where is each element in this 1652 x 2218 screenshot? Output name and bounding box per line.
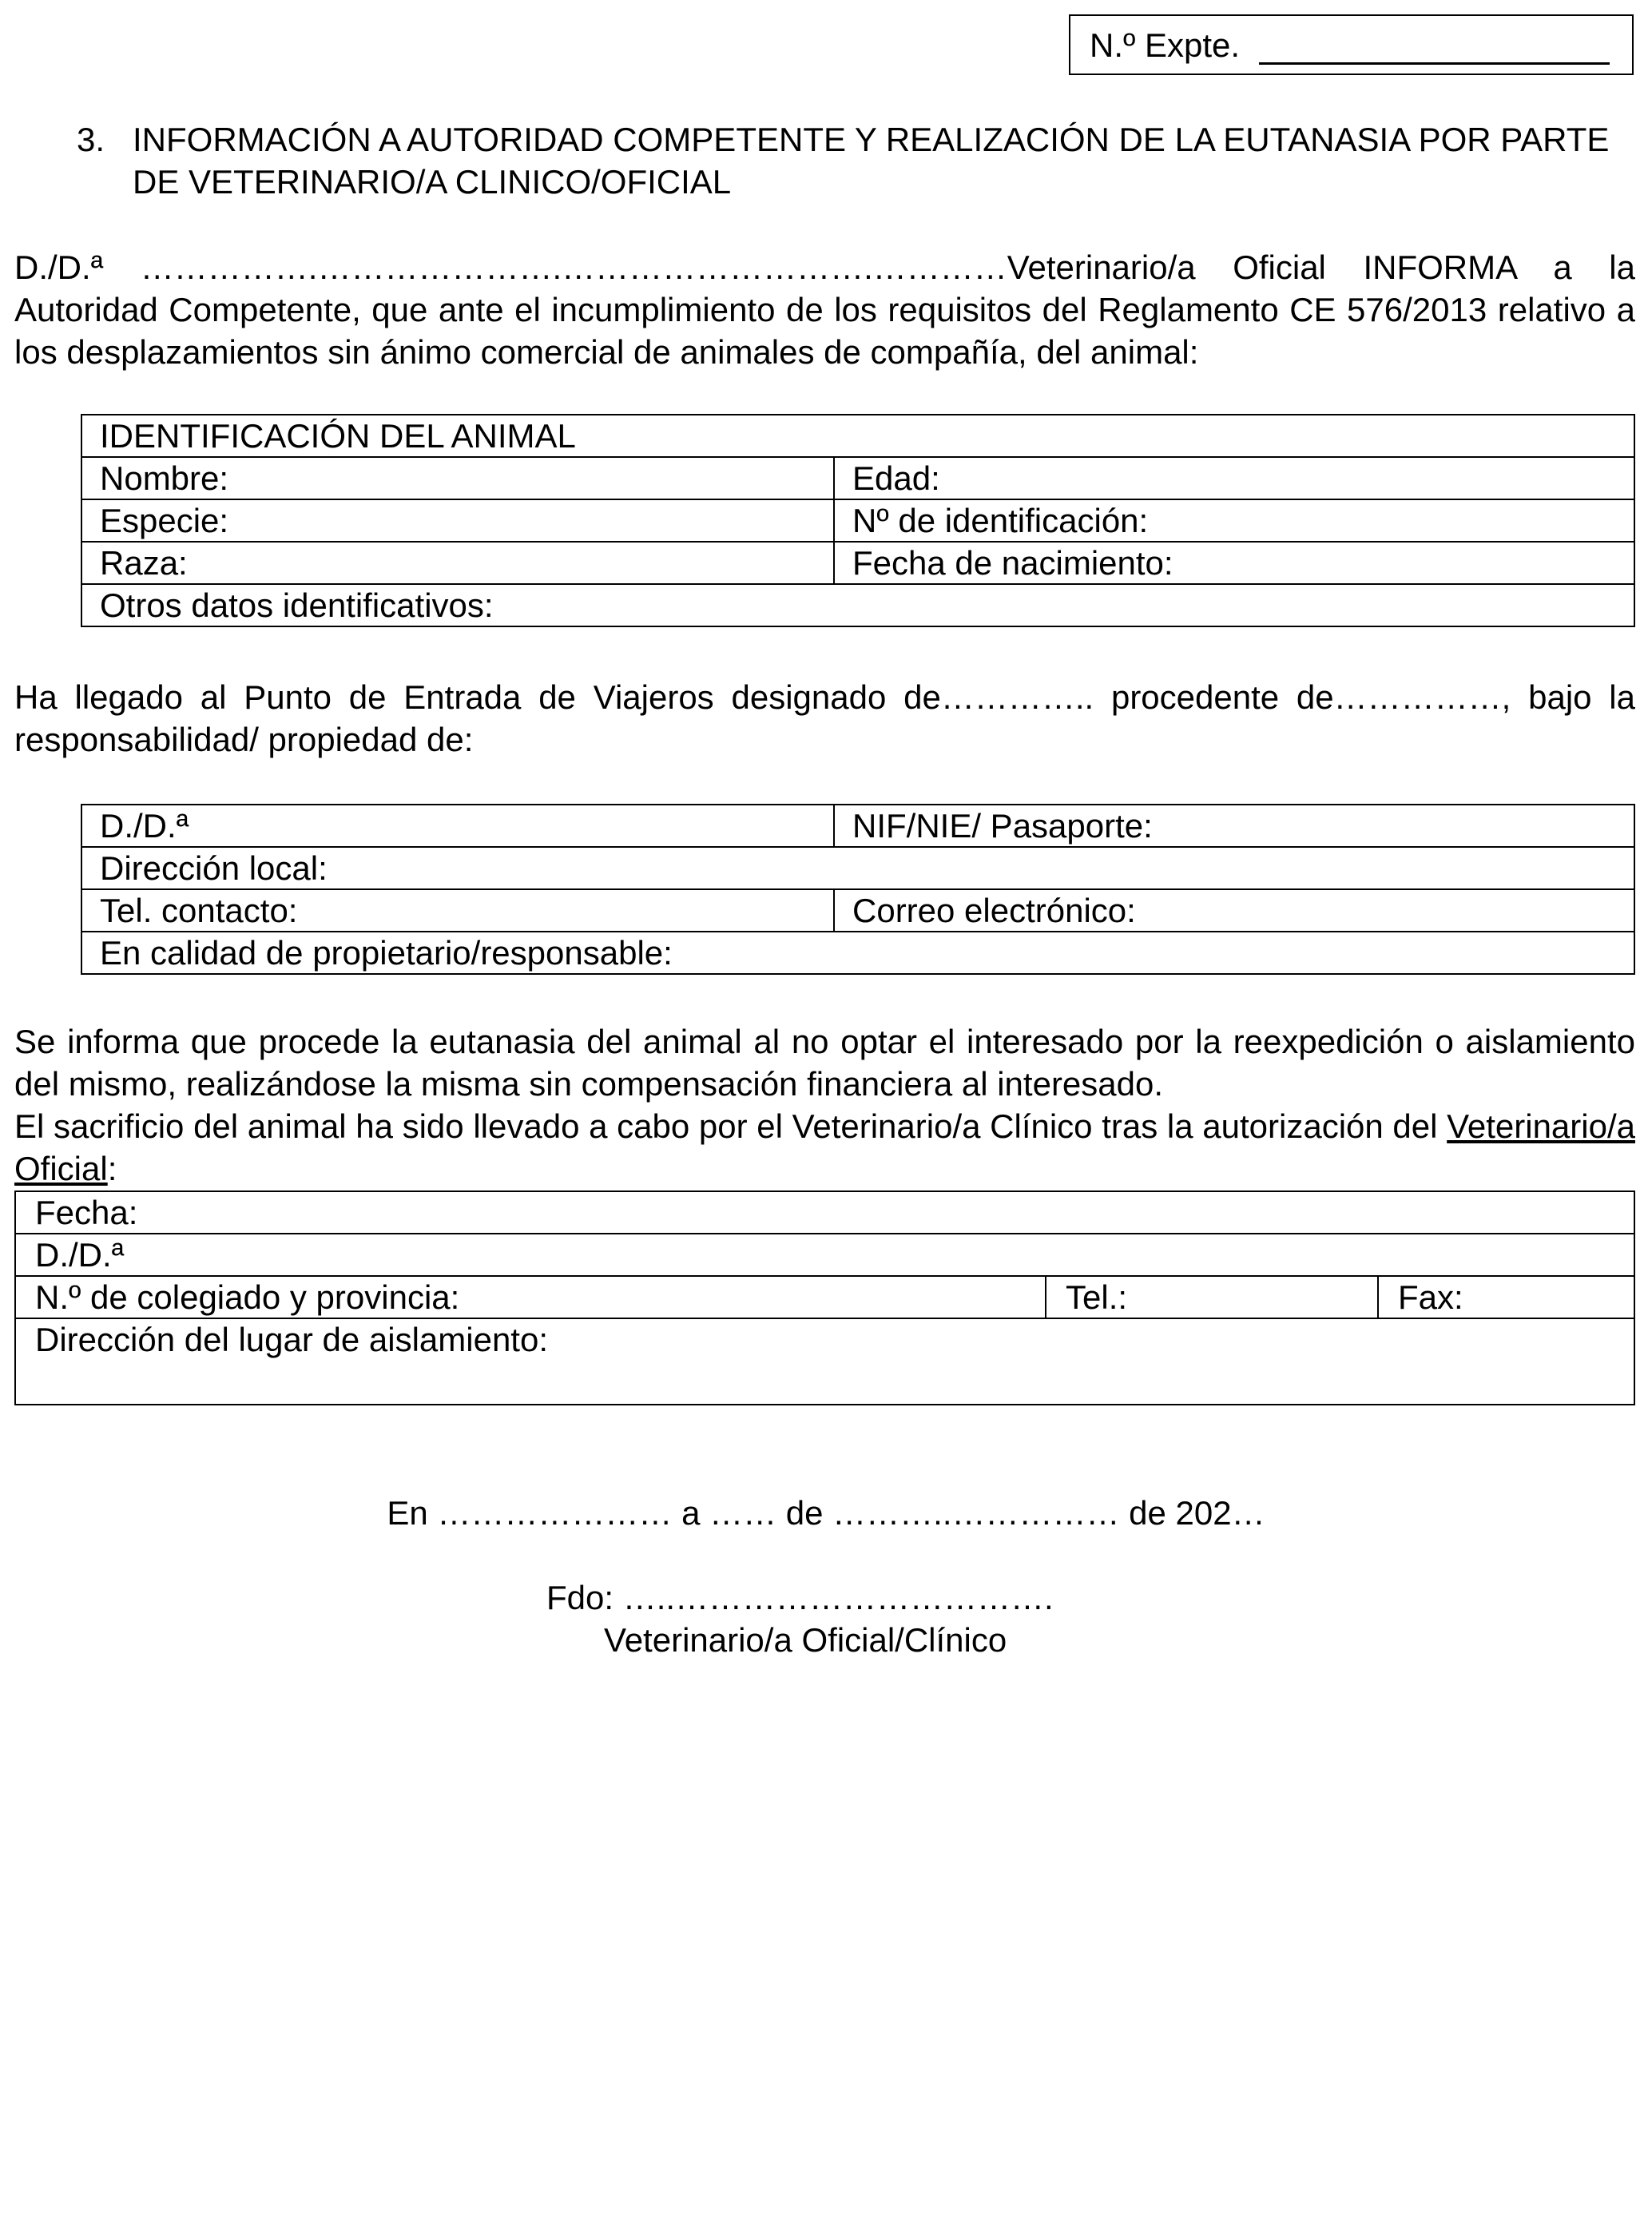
expediente-label: N.º Expte.: [1090, 26, 1241, 64]
arrival-text: Ha llegado al Punto de Entrada de Viajeros designado de………….. procedente de……………, bajo la responsabilidad/ propiedad de:: [14, 678, 1635, 758]
section-number: 3.: [77, 121, 105, 158]
animal-identification-table: [81, 414, 1635, 627]
signature-line: Fdo: …..…………………………….: [546, 1579, 1054, 1616]
signer-role: Veterinario/a Oficial/Clínico: [604, 1621, 1007, 1659]
field-vet-fax[interactable]: Fax:: [1378, 1276, 1634, 1318]
sacrifice-text-main: El sacrificio del animal ha sido llevado a cabo por el Veterinario/a Clínico tras la autorización del: [14, 1107, 1438, 1145]
expediente-box: [1069, 14, 1634, 75]
intro-paragraph: [14, 246, 1635, 373]
field-especie[interactable]: Especie:: [81, 499, 834, 542]
field-direccion-local[interactable]: Dirección local:: [81, 847, 1634, 889]
field-nombre[interactable]: Nombre:: [81, 457, 834, 499]
sacrifice-text-underlined: Veterinario/a Oficial: [14, 1107, 1635, 1187]
field-calidad[interactable]: En calidad de propietario/responsable:: [81, 932, 1634, 974]
field-direccion-aislamiento[interactable]: Dirección del lugar de aislamiento:: [15, 1318, 1634, 1405]
field-fecha[interactable]: Fecha:: [15, 1191, 1634, 1234]
field-tel-contacto[interactable]: Tel. contacto:: [81, 889, 834, 932]
animal-table-header: IDENTIFICACIÓN DEL ANIMAL: [81, 415, 1634, 457]
euthanasia-paragraph: [14, 1020, 1635, 1190]
intro-text: D./D.ª …………….………………….……………………….…………Veterinario/a Oficial INFORMA a la Autoridad Competente, que ante el incumplimiento de los requisitos del Reglamento CE 576/2013 relativo a los desplazamientos sin ánimo comercial de animales de compañía, del animal:: [14, 248, 1635, 371]
field-vet-name[interactable]: D./D.ª: [15, 1234, 1634, 1276]
field-identificacion[interactable]: Nº de identificación:: [834, 499, 1634, 542]
vet-table: [14, 1190, 1635, 1405]
field-colegiado[interactable]: N.º de colegiado y provincia:: [15, 1276, 1046, 1318]
arrival-paragraph: [14, 676, 1635, 761]
field-otros-datos[interactable]: Otros datos identificativos:: [81, 584, 1634, 626]
section-title: INFORMACIÓN A AUTORIDAD COMPETENTE Y REALIZACIÓN DE LA EUTANASIA POR PARTE DE VETERINARIO/A CLINICO/OFICIAL: [133, 121, 1610, 201]
owner-table: [81, 804, 1635, 975]
field-raza[interactable]: Raza:: [81, 542, 834, 584]
field-correo[interactable]: Correo electrónico:: [834, 889, 1634, 932]
expediente-field-line[interactable]: [1259, 62, 1610, 65]
place-date-line: En ………………… a …… de ………..…………… de 202…: [387, 1494, 1265, 1532]
euthanasia-info-text: Se informa que procede la eutanasia del animal al no optar el interesado por la reexpedición o aislamiento del mismo, realizándose la misma sin compensación financiera al interesado.: [14, 1023, 1635, 1103]
field-owner-name[interactable]: D./D.ª: [81, 805, 834, 847]
field-edad[interactable]: Edad:: [834, 457, 1634, 499]
field-fecha-nacimiento[interactable]: Fecha de nacimiento:: [834, 542, 1634, 584]
field-nif[interactable]: NIF/NIE/ Pasaporte:: [834, 805, 1634, 847]
field-vet-tel[interactable]: Tel.:: [1046, 1276, 1378, 1318]
sacrifice-text: [14, 1105, 1635, 1190]
sacrifice-colon: :: [107, 1150, 117, 1187]
